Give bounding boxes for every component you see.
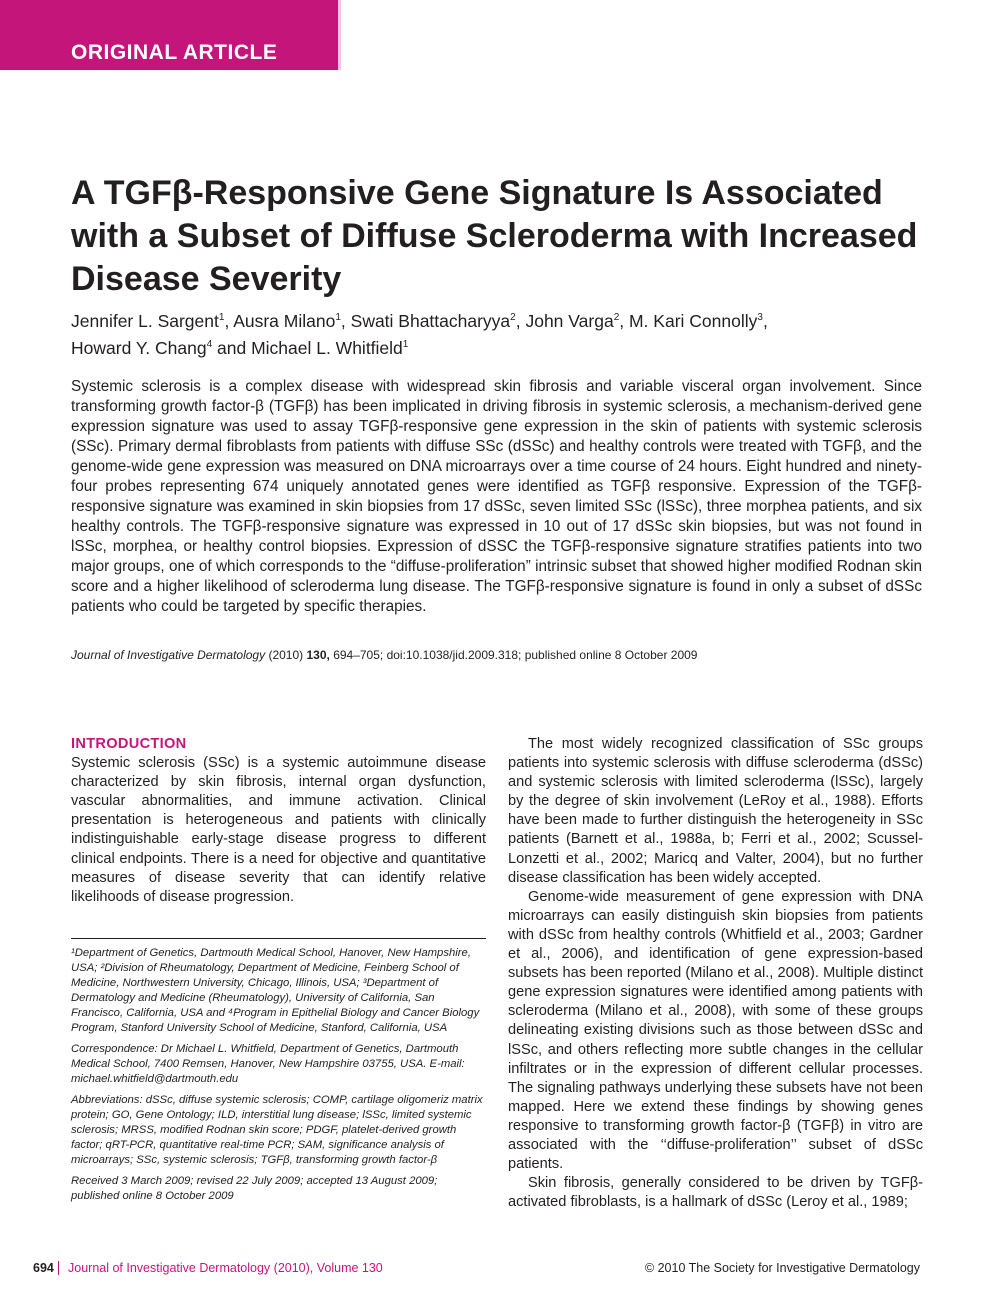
citation-journal: Journal of Investigative Dermatology [71,648,266,662]
dates-note: Received 3 March 2009; revised 22 July 2009; accepted 13 August 2009; published online 8 October 2009 [71,1175,438,1202]
introduction-heading: INTRODUCTION [71,736,187,752]
introduction-paragraph: Systemic sclerosis (SSc) is a systemic autoimmune disease characterized by skin fibrosis, internal organ dysfunction, vascular abnormalities, and immune activation. Clinical presentation is heterogeneous and patients with clinically indistinguishable early-stage disease progress to different clinical endpoints. There is a need for objective and quantitative measures of disease severity that can identify relative likelihoods of disease progression. [71,755,486,905]
body-paragraph: Genome-wide measurement of gene expression with DNA microarrays can easily distinguish skin biopsies from patients with dSSc from healthy controls (Whitfield et al., 2003; Gardner et al., 2006), and identification of gene expression-based subsets has been reported (Milano et al., 2008). Multiple distinct gene expression signatures were identified among patients with scleroderma (Milano et al., 2008), with some of these groups delineating existing divisions such as those between dSSc and lSSc, and others reflecting more subtle changes in the cellular infiltrates or in the expression of different cellular processes. The signaling pathways underlying these subsets have not been mapped. Here we extend these findings by showing genes responsive to transforming growth factor-β (TGFβ) in vitro are associated with the ‘‘diffuse-proliferation’’ subset of dSSc patients. [508,888,923,1173]
footer-divider [58,1261,59,1275]
left-column [71,735,486,907]
citation-year: (2010) [268,648,304,662]
page-footer [0,1258,990,1278]
right-column [508,735,923,1212]
footer-journal: Journal of Investigative Dermatology (2010), Volume 130 [68,1261,383,1275]
author-7[interactable]: Michael L. Whitfield$^1$ [251,337,409,358]
section-label: ORIGINAL ARTICLE [71,41,278,64]
abstract: Systemic sclerosis is a complex disease with widespread skin fibrosis and variable visceral organ involvement. Since transforming growth factor-β (TGFβ) has been implicated in driving fibrosis in systemic sclerosis, a mechanism-derived gene expression signature was used to assay TGFβ-responsive gene expression in the skin of patients with systemic sclerosis (SSc). Primary dermal fibroblasts from patients with diffuse SSc (dSSc) and healthy controls were treated with TGFβ, and the genome-wide gene expression was measured on DNA microarrays over a time course of 24 hours. Eight hundred and ninety-four probes representing 674 uniquely annotated genes were identified as TGFβ responsive. Expression of the TGFβ-responsive signature was examined in skin biopsies from 17 dSSc, seven limited SSc (lSSc), three morphea patients, and six healthy controls. The TGFβ-responsive signature was expressed in 10 out of 17 dSSc skin biopsies, but was not found in lSSc, morphea, or healthy control biopsies. Expression of dSSC the TGFβ-responsive signature stratifies patients into two major groups, one of which corresponds to the “diffuse-proliferation” intrinsic subset that showed higher modified Rodnan skin score and a higher likelihood of scleroderma lung disease. The TGFβ-responsive signature is found in only a subset of dSSc patients who could be targeted by specific therapies. [71,378,922,615]
footer-copyright: © 2010 The Society for Investigative Dermatology [644,1261,920,1275]
section-banner [0,0,338,70]
affiliations-note: ¹Department of Genetics, Dartmouth Medical School, Hanover, New Hampshire, USA; ²Division of Rheumatology, Department of Medicine, Feinberg School of Medicine, Northwestern University, Chicago, Illinois, USA; ³Department of Dermatology and Medicine (Rheumatology), University of California, San Francisco, California, USA and ⁴Program in Epithelial Biology and Cancer Biology Program, Stanford University School of Medicine, Stanford, California, USA [71,947,480,1034]
body-paragraph: The most widely recognized classification of SSc groups patients into systemic sclerosis with diffuse scleroderma (dSSc) and systemic sclerosis with limited scleroderma (lSSc), largely by the degree of skin involvement (LeRoy et al., 1988). Efforts have been made to further distinguish the heterogeneity in SSc patients (Barnett et al., 1988a, b; Ferri et al., 2002; Scussel-Lonzetti et al., 2002; Maricq and Valter, 2004), but no further disease classification has been widely accepted. [508,736,923,886]
author-3[interactable]: Swati Bhattacharyya$^2$ [350,310,516,331]
footnotes [71,946,486,1210]
footnote-divider [71,938,486,939]
author-1[interactable]: Jennifer L. Sargent$^1$ [71,310,225,331]
correspondence-note: Correspondence: Dr Michael L. Whitfield, Department of Genetics, Dartmouth Medical School, 7400 Remsen, Hanover, New Hampshire 03755, USA. E-mail: michael.whitfield@dartmouth.edu [71,1043,465,1085]
author-6[interactable]: Howard Y. Chang$^4$ [71,337,213,358]
author-5[interactable]: M. Kari Connolly$^3$ [628,310,763,331]
banner-divider [338,0,341,70]
citation-volume: 130, [306,648,330,662]
author-4[interactable]: John Varga$^2$ [525,310,620,331]
article-title: A TGFβ-Responsive Gene Signature Is Associated with a Subset of Diffuse Scleroderma with Increased Disease Severity [71,174,918,298]
page-number: 694 [33,1261,54,1275]
citation-line [71,647,931,663]
author-list: Jennifer L. Sargent$^1$, Ausra Milano$^1$, Swati Bhattacharyya$^2$, John Varga$^2$, M. Kari Connolly$^3$, Howard Y. Chang$^4$ and Michael L. Whitfield$^1$ [71,310,768,358]
abbreviations-note: Abbreviations: dSSc, diffuse systemic sclerosis; COMP, cartilage oligomeriz matrix protein; GO, Gene Ontology; ILD, interstitial lung disease; lSSc, limited systemic sclerosis; MRSS, modified Rodnan skin score; PDGF, platelet-derived growth factor; qRT-PCR, quantitative real-time PCR; SAM, significance analysis of microarrays; SSc, systemic sclerosis; TGFβ, transforming growth factor-β [71,1094,483,1166]
citation-details: 694–705; doi:10.1038/jid.2009.318; published online 8 October 2009 [333,648,698,662]
author-2[interactable]: Ausra Milano$^1$ [233,310,341,331]
body-paragraph: Skin fibrosis, generally considered to be driven by TGFβ-activated fibroblasts, is a hallmark of dSSc (Leroy et al., 1989; [508,1175,923,1211]
